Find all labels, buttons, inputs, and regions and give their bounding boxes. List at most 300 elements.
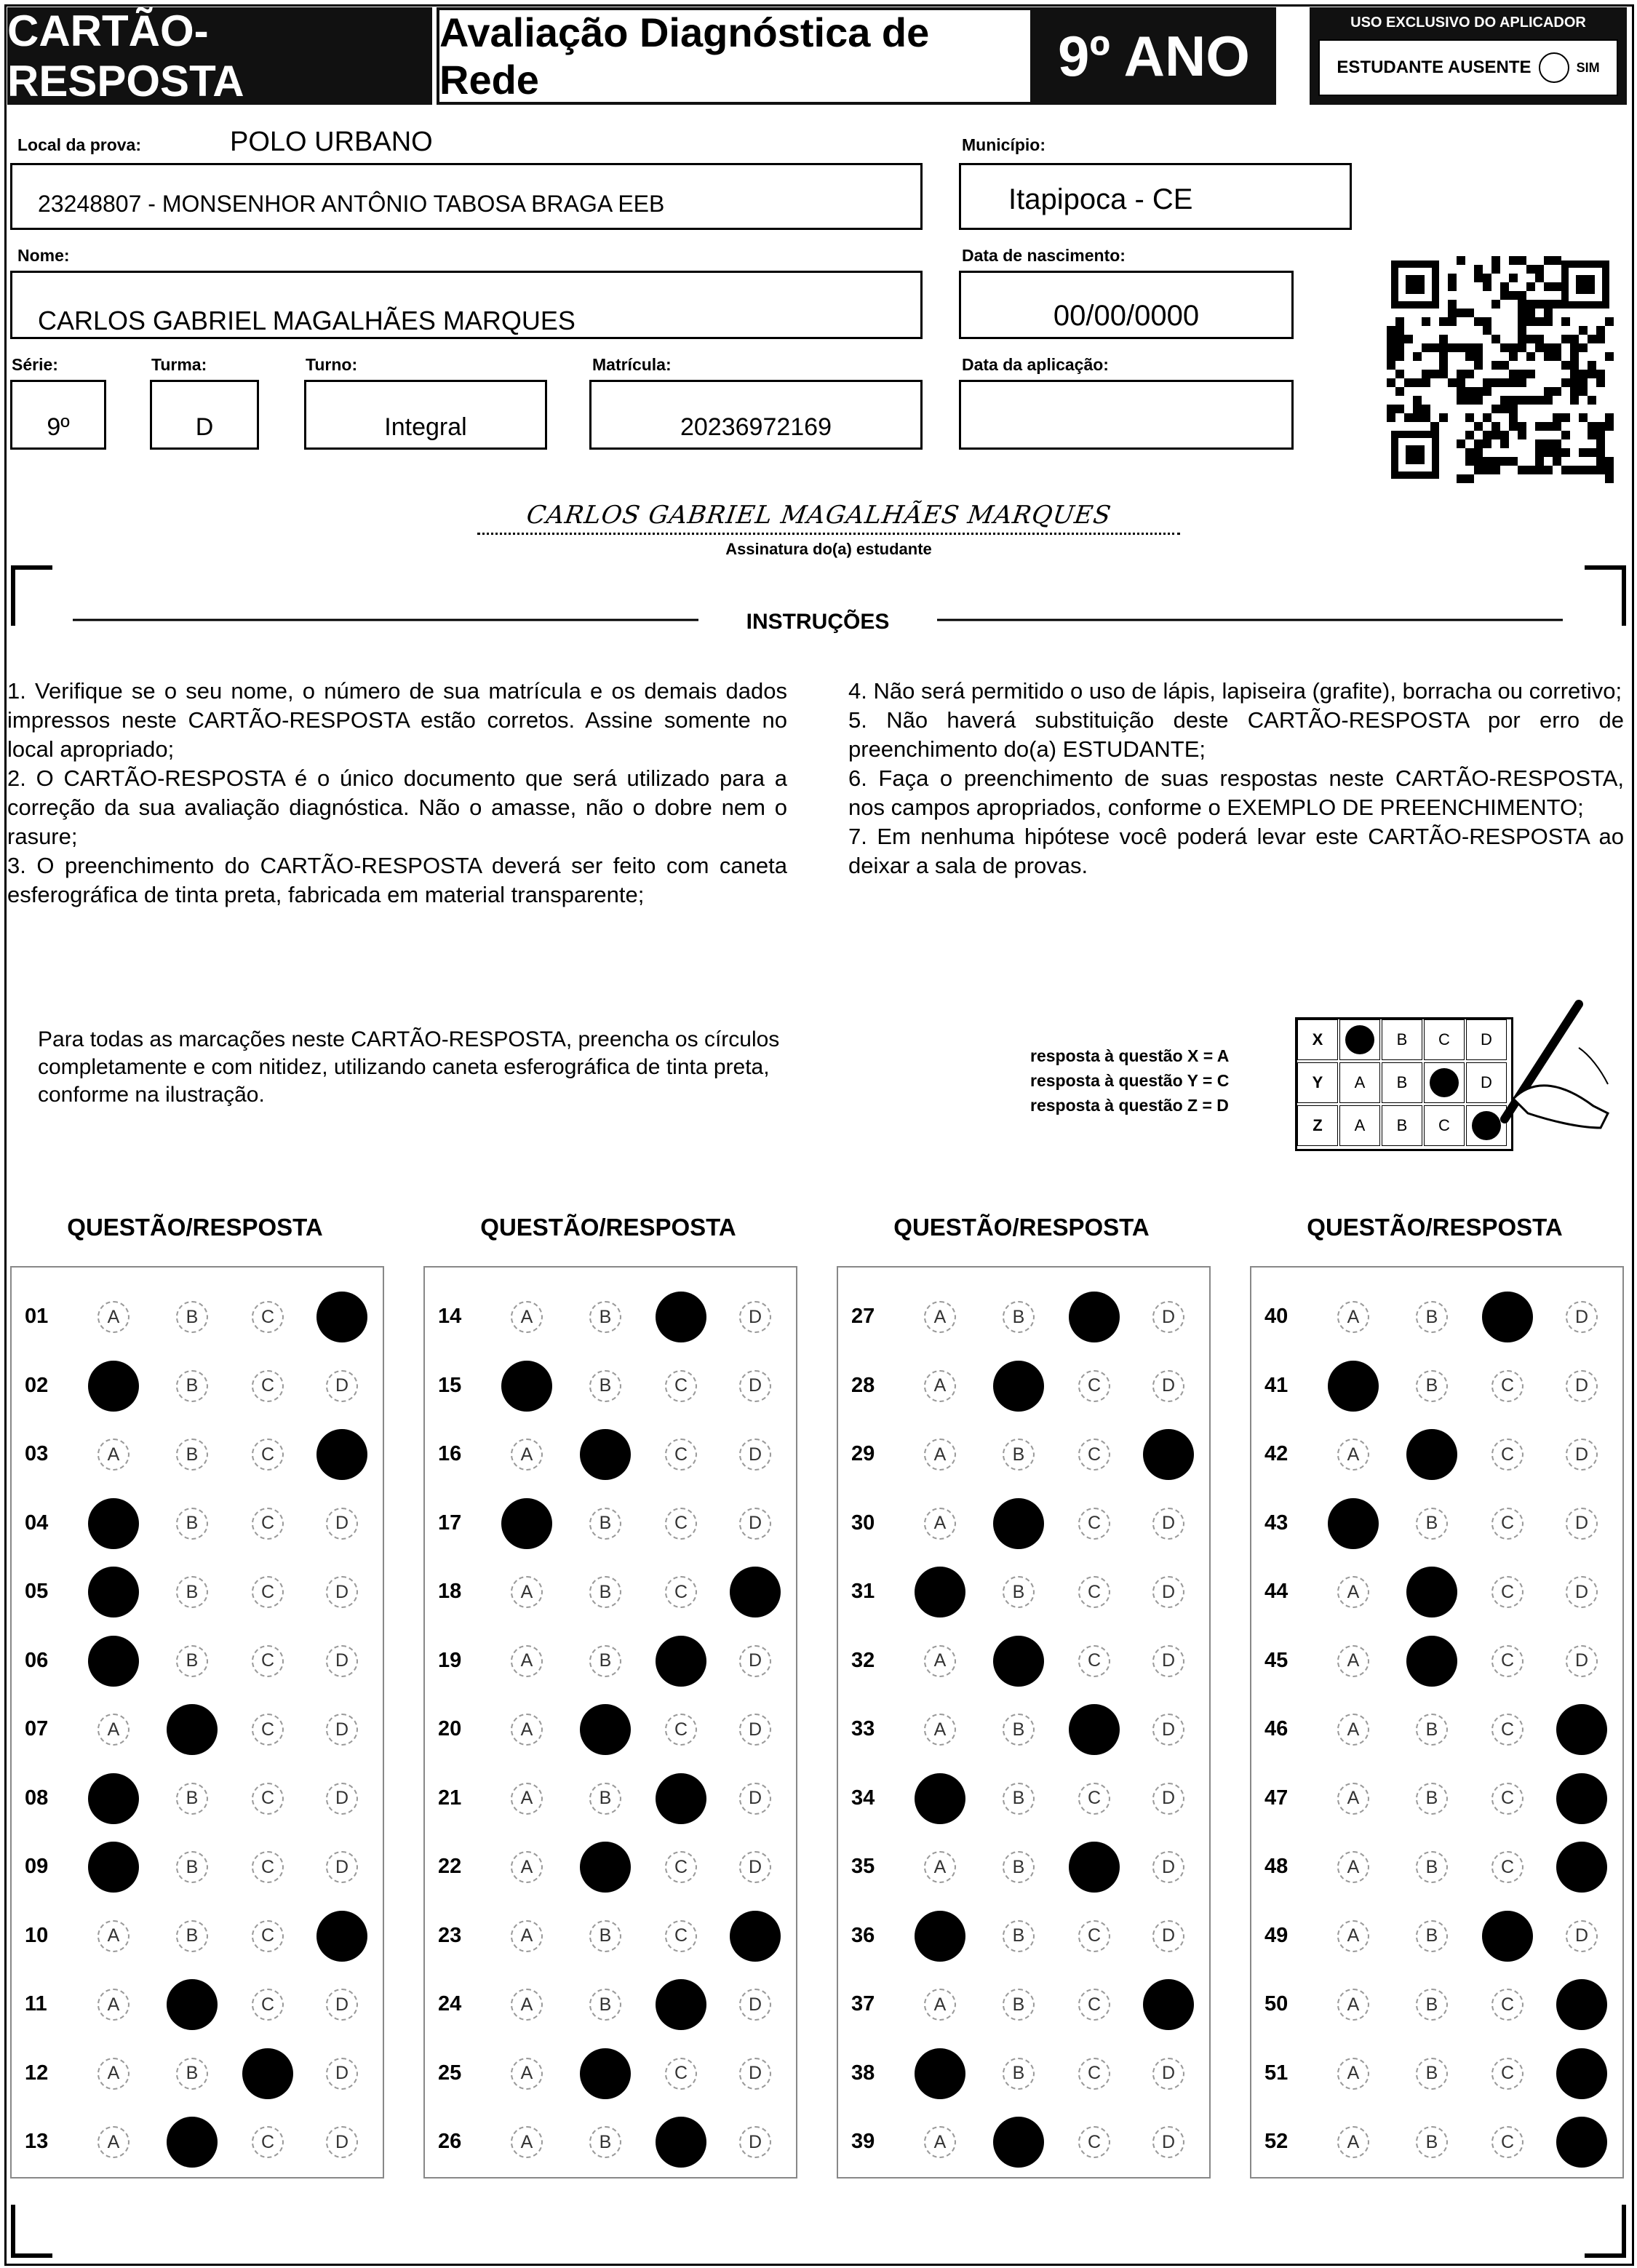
answer-bubble[interactable]: D (1566, 1301, 1598, 1333)
answer-bubble-filled[interactable] (88, 1842, 139, 1893)
question-number: 35 (851, 1855, 875, 1878)
answer-bubble-filled[interactable] (1328, 1498, 1379, 1549)
answer-bubble[interactable]: C (665, 1714, 697, 1746)
answer-bubble[interactable]: C (252, 1989, 284, 2021)
example-option: D (1466, 1019, 1507, 1060)
answer-bubble-filled[interactable] (88, 1498, 139, 1549)
answer-bubble[interactable]: C (1491, 1714, 1524, 1746)
question-number: 08 (25, 1786, 49, 1810)
answer-bubble[interactable]: A (511, 2058, 543, 2090)
answer-bubble[interactable]: C (665, 1370, 697, 1402)
answer-bubble[interactable]: A (924, 1851, 956, 1883)
exam-site-label: Local da prova: (17, 135, 141, 154)
question-number: 14 (438, 1305, 462, 1328)
answer-bubble[interactable]: B (1416, 1301, 1448, 1333)
answer-bubble[interactable]: D (1152, 2126, 1184, 2158)
answer-bubble[interactable]: B (1416, 1851, 1448, 1883)
answer-bubble[interactable]: A (511, 2126, 543, 2158)
pen-hand-icon (1470, 997, 1615, 1142)
question-number: 34 (851, 1786, 875, 1810)
answer-bubble[interactable]: A (924, 1645, 956, 1677)
answer-bubble-filled[interactable] (1556, 1704, 1607, 1755)
question-number: 21 (438, 1786, 462, 1810)
example-option: B (1382, 1062, 1422, 1103)
answer-bubble[interactable]: D (326, 1851, 358, 1883)
question-number: 06 (25, 1648, 49, 1672)
example-legend-z: resposta à questão Z = D (1030, 1096, 1229, 1115)
answer-bubble-filled[interactable] (1556, 2048, 1607, 2099)
example-option (1339, 1019, 1380, 1060)
answer-bubble-filled[interactable] (1069, 1292, 1120, 1342)
answer-bubble-filled[interactable] (915, 1773, 965, 1824)
answer-bubble[interactable]: C (1491, 2058, 1524, 2090)
question-number: 03 (25, 1442, 49, 1465)
answer-bubble[interactable]: C (252, 1714, 284, 1746)
answer-bubble[interactable]: C (1078, 2058, 1110, 2090)
answer-bubble[interactable]: D (1152, 1645, 1184, 1677)
question-number: 01 (25, 1305, 49, 1328)
instruction-1: 1. Verifique se o seu nome, o número de sua matrícula e os demais dados impressos neste CARTÃO-RESPOSTA estão corretos. Assine somente no local apropriado; (7, 678, 787, 762)
answer-bubble[interactable]: B (176, 1439, 208, 1471)
answer-bubble[interactable]: B (1003, 2058, 1035, 2090)
answer-bubble[interactable]: B (176, 1920, 208, 1952)
answer-column-title: QUESTÃO/RESPOSTA (480, 1214, 736, 1241)
answer-bubble[interactable]: C (665, 1439, 697, 1471)
answer-bubble-filled[interactable] (1556, 2117, 1607, 2168)
answer-bubble[interactable]: D (326, 2058, 358, 2090)
absent-label: ESTUDANTE AUSENTE (1337, 57, 1532, 77)
answer-bubble[interactable]: A (97, 1439, 130, 1471)
answer-bubble-filled[interactable] (1556, 1979, 1607, 2030)
answer-bubble[interactable]: A (511, 1714, 543, 1746)
answer-bubble[interactable]: A (511, 1645, 543, 1677)
card-title: CARTÃO-RESPOSTA (7, 7, 432, 105)
instructions-left (7, 677, 787, 910)
answer-bubble-filled[interactable] (730, 1567, 781, 1618)
answer-bubble-filled[interactable] (88, 1361, 139, 1412)
answer-bubble-filled[interactable] (88, 1773, 139, 1824)
answer-bubble-filled[interactable] (993, 2117, 1044, 2168)
answer-bubble[interactable]: B (589, 1508, 621, 1540)
answer-bubble[interactable]: A (1337, 2126, 1369, 2158)
answer-bubble[interactable]: A (924, 1989, 956, 2021)
answer-bubble[interactable]: C (1491, 1989, 1524, 2021)
answer-bubble[interactable]: D (326, 2126, 358, 2158)
question-number: 29 (851, 1442, 875, 1465)
answer-bubble[interactable]: C (1491, 1783, 1524, 1815)
answer-bubble[interactable]: C (252, 2126, 284, 2158)
answer-bubble[interactable]: C (665, 1851, 697, 1883)
answer-bubble[interactable]: A (1337, 1439, 1369, 1471)
question-number: 43 (1264, 1511, 1289, 1535)
answer-bubble[interactable]: D (1566, 1370, 1598, 1402)
answer-bubble-filled[interactable] (1406, 1429, 1457, 1480)
answer-bubble[interactable]: C (1078, 1645, 1110, 1677)
birth-value: 00/00/0000 (1053, 300, 1200, 332)
grade-title: 9º ANO (1032, 7, 1276, 105)
answer-bubble[interactable]: D (1152, 1508, 1184, 1540)
answer-bubble-filled[interactable] (993, 1636, 1044, 1687)
answer-bubble-filled[interactable] (656, 1636, 706, 1687)
answer-bubble-filled[interactable] (88, 1636, 139, 1687)
answer-bubble[interactable]: B (1416, 2126, 1448, 2158)
answer-bubble[interactable]: C (252, 1508, 284, 1540)
answer-bubble[interactable]: D (739, 1989, 771, 2021)
question-number: 24 (438, 1992, 462, 2016)
example-option: A (1339, 1105, 1380, 1146)
example-legend-y: resposta à questão Y = C (1030, 1071, 1230, 1090)
example-legend (1030, 1043, 1229, 1118)
answer-bubble[interactable]: D (326, 1370, 358, 1402)
question-number: 46 (1264, 1717, 1289, 1740)
answer-bubble-filled[interactable] (580, 1704, 631, 1755)
answer-bubble[interactable]: C (1078, 1370, 1110, 1402)
answer-bubble[interactable]: A (97, 1920, 130, 1952)
question-number: 20 (438, 1717, 462, 1740)
example-filled-bubble (1345, 1025, 1374, 1054)
question-number: 15 (438, 1373, 462, 1397)
answer-bubble[interactable]: D (1152, 1370, 1184, 1402)
answer-bubble[interactable]: B (1003, 1439, 1035, 1471)
answer-bubble[interactable]: A (511, 1576, 543, 1608)
answer-bubble-filled[interactable] (915, 2048, 965, 2099)
answer-bubble-filled[interactable] (1556, 1773, 1607, 1824)
answer-bubble[interactable]: A (1337, 1783, 1369, 1815)
answer-bubble[interactable]: B (589, 1920, 621, 1952)
question-number: 22 (438, 1855, 462, 1878)
answer-bubble[interactable]: C (1078, 2126, 1110, 2158)
instruction-5: 5. Não haverá substituição deste CARTÃO-RESPOSTA por erro de preenchimento do(a) ESTUDANTE; (848, 707, 1624, 762)
question-number: 42 (1264, 1442, 1289, 1465)
answer-bubble-filled[interactable] (501, 1361, 552, 1412)
question-number: 07 (25, 1717, 49, 1740)
answer-bubble-filled[interactable] (1482, 1911, 1533, 1962)
answer-bubble[interactable]: C (1078, 1439, 1110, 1471)
turno-label: Turno: (306, 355, 358, 374)
question-number: 39 (851, 2130, 875, 2153)
answer-bubble-filled[interactable] (915, 1567, 965, 1618)
answer-bubble[interactable]: A (1337, 1920, 1369, 1952)
answer-bubble[interactable]: B (1416, 2058, 1448, 2090)
answer-bubble[interactable]: B (176, 1851, 208, 1883)
instruction-7: 7. Em nenhuma hipótese você poderá levar este CARTÃO-RESPOSTA ao deixar a sala de provas. (848, 824, 1624, 878)
marking-note: Para todas as marcações neste CARTÃO-RESPOSTA, preencha os círculos completamente e com nitidez, utilizando caneta esferográfica de tinta preta, conforme na ilustração. (38, 1027, 780, 1107)
instruction-3: 3. O preenchimento do CARTÃO-RESPOSTA deverá ser feito com caneta esferográfica de tinta preta, fabricada em material transparente; (7, 853, 787, 907)
answer-bubble-filled[interactable] (580, 1429, 631, 1480)
absent-bubble[interactable] (1539, 52, 1569, 83)
answer-bubble[interactable]: C (665, 1576, 697, 1608)
answer-bubble[interactable]: A (511, 1439, 543, 1471)
answer-bubble-filled[interactable] (656, 2117, 706, 2168)
answer-bubble[interactable]: D (739, 2058, 771, 2090)
answer-bubble[interactable]: B (589, 1301, 621, 1333)
answer-bubble[interactable]: A (924, 1301, 956, 1333)
absent-box (1318, 39, 1618, 96)
question-number: 05 (25, 1580, 49, 1603)
answer-bubble[interactable]: B (1416, 1508, 1448, 1540)
answer-bubble[interactable]: D (326, 1783, 358, 1815)
answer-bubble[interactable]: D (1566, 1645, 1598, 1677)
answer-bubble-filled[interactable] (1406, 1636, 1457, 1687)
instruction-2: 2. O CARTÃO-RESPOSTA é o único documento que será utilizado para a correção da sua avaliação diagnóstica. Não o amasse, não o dobre nem o rasure; (7, 765, 787, 849)
answer-bubble[interactable]: A (924, 1439, 956, 1471)
answer-bubble-filled[interactable] (656, 1979, 706, 2030)
answer-bubble[interactable]: B (176, 1508, 208, 1540)
answer-bubble[interactable]: D (739, 2126, 771, 2158)
answer-bubble-filled[interactable] (242, 2048, 293, 2099)
question-number: 52 (1264, 2130, 1289, 2153)
answer-bubble-filled[interactable] (316, 1292, 367, 1342)
answer-bubble[interactable]: A (1337, 2058, 1369, 2090)
answer-bubble[interactable]: C (1491, 1645, 1524, 1677)
answer-bubble-filled[interactable] (730, 1911, 781, 1962)
answer-bubble[interactable]: B (1003, 1301, 1035, 1333)
answer-bubble[interactable]: B (589, 1645, 621, 1677)
answer-bubble[interactable]: A (97, 1989, 130, 2021)
answer-bubble[interactable]: B (589, 1783, 621, 1815)
answer-bubble[interactable]: C (252, 1920, 284, 1952)
school-value: 23248807 - MONSENHOR ANTÔNIO TABOSA BRAGA EEB (38, 191, 665, 217)
birth-label: Data de nascimento: (962, 246, 1126, 265)
answer-bubble[interactable]: D (1152, 1851, 1184, 1883)
answer-bubble[interactable]: B (176, 1576, 208, 1608)
answer-bubble-filled[interactable] (915, 1911, 965, 1962)
answer-bubble[interactable]: C (1078, 1783, 1110, 1815)
answer-bubble-filled[interactable] (1406, 1567, 1457, 1618)
answer-bubble-filled[interactable] (1143, 1979, 1194, 2030)
answer-bubble-filled[interactable] (1143, 1429, 1194, 1480)
example-option: B (1382, 1105, 1422, 1146)
answer-bubble[interactable]: B (1416, 1370, 1448, 1402)
answer-bubble[interactable]: A (924, 1714, 956, 1746)
answer-bubble[interactable]: B (1003, 1920, 1035, 1952)
answer-bubble[interactable]: C (252, 1370, 284, 1402)
answer-bubble[interactable]: A (511, 1851, 543, 1883)
answer-bubble[interactable]: C (1491, 1439, 1524, 1471)
example-option: C (1424, 1019, 1465, 1060)
serie-value: 9º (47, 413, 70, 441)
example-row-label: Y (1297, 1062, 1338, 1103)
answer-bubble[interactable]: D (1152, 1783, 1184, 1815)
answer-bubble[interactable]: A (924, 1508, 956, 1540)
answer-bubble[interactable]: B (176, 2058, 208, 2090)
question-number: 38 (851, 2061, 875, 2085)
answer-bubble-filled[interactable] (656, 1773, 706, 1824)
question-number: 23 (438, 1923, 462, 1947)
answer-bubble-filled[interactable] (501, 1498, 552, 1549)
matricula-label: Matrícula: (592, 355, 672, 374)
answer-bubble-filled[interactable] (1069, 1842, 1120, 1893)
answer-bubble[interactable]: B (589, 1576, 621, 1608)
answer-bubble[interactable]: C (252, 1851, 284, 1883)
answer-bubble[interactable]: A (511, 1989, 543, 2021)
answer-bubble[interactable]: C (665, 1920, 697, 1952)
answer-bubble[interactable]: C (252, 1783, 284, 1815)
bottom-brackets (0, 2197, 1637, 2263)
answer-bubble[interactable]: D (326, 1645, 358, 1677)
turno-value: Integral (384, 413, 467, 441)
answer-bubble[interactable]: B (589, 2126, 621, 2158)
answer-bubble[interactable]: C (252, 1301, 284, 1333)
answer-bubble[interactable]: A (1337, 1645, 1369, 1677)
question-number: 26 (438, 2130, 462, 2153)
answer-bubble[interactable]: D (1152, 1920, 1184, 1952)
applicator-label: USO EXCLUSIVO DO APLICADOR (1350, 15, 1586, 31)
answer-bubble[interactable]: D (739, 1301, 771, 1333)
instruction-6: 6. Faça o preenchimento de suas respostas neste CARTÃO-RESPOSTA, nos campos apropriados, conforme o EXEMPLO DE PREENCHIMENTO; (848, 765, 1624, 820)
name-label: Nome: (17, 246, 70, 265)
answer-bubble[interactable]: D (739, 1645, 771, 1677)
answer-bubble[interactable]: C (1078, 1989, 1110, 2021)
answer-bubble[interactable]: A (1337, 1301, 1369, 1333)
answer-bubble[interactable]: C (1078, 1920, 1110, 1952)
answer-bubble-filled[interactable] (1069, 1704, 1120, 1755)
application-date-label: Data da aplicação: (962, 355, 1109, 374)
answer-bubble[interactable]: A (97, 2058, 130, 2090)
answer-bubble-filled[interactable] (580, 1842, 631, 1893)
answer-bubble[interactable]: C (1491, 1370, 1524, 1402)
answer-bubble-filled[interactable] (316, 1911, 367, 1962)
answer-bubble[interactable]: C (1491, 1508, 1524, 1540)
question-number: 51 (1264, 2061, 1289, 2085)
question-number: 41 (1264, 1373, 1289, 1397)
answer-bubble[interactable]: B (1003, 1989, 1035, 2021)
question-number: 13 (25, 2130, 49, 2153)
answer-bubble[interactable]: A (97, 1714, 130, 1746)
answer-bubble[interactable]: D (739, 1783, 771, 1815)
answer-bubble-filled[interactable] (167, 1704, 218, 1755)
answer-bubble[interactable]: A (97, 2126, 130, 2158)
answer-bubble[interactable]: D (326, 1989, 358, 2021)
example-option: A (1339, 1062, 1380, 1103)
answer-bubble[interactable]: B (589, 1370, 621, 1402)
answer-bubble[interactable]: A (1337, 1989, 1369, 2021)
question-number: 40 (1264, 1305, 1289, 1328)
answer-bubble[interactable]: D (1152, 1714, 1184, 1746)
answer-bubble[interactable]: D (1152, 1301, 1184, 1333)
answer-bubble-filled[interactable] (656, 1292, 706, 1342)
answer-bubble[interactable]: C (665, 1508, 697, 1540)
answer-bubble[interactable]: D (739, 1508, 771, 1540)
answer-bubble-filled[interactable] (993, 1361, 1044, 1412)
answer-bubble[interactable]: C (665, 2058, 697, 2090)
answer-bubble[interactable]: D (326, 1714, 358, 1746)
answer-bubble[interactable]: D (326, 1576, 358, 1608)
answer-bubble[interactable]: C (1491, 1851, 1524, 1883)
question-number: 36 (851, 1923, 875, 1947)
answer-bubble[interactable]: D (739, 1851, 771, 1883)
answer-bubble[interactable]: B (1003, 1783, 1035, 1815)
answer-bubble[interactable]: B (1416, 1714, 1448, 1746)
matricula-value: 20236972169 (680, 413, 832, 441)
answer-bubble[interactable]: D (1566, 1576, 1598, 1608)
answer-bubble[interactable]: B (589, 1989, 621, 2021)
question-number: 50 (1264, 1992, 1289, 2016)
exam-site-value: POLO URBANO (230, 127, 433, 157)
answer-column-title: QUESTÃO/RESPOSTA (67, 1214, 323, 1241)
answer-bubble[interactable]: D (1152, 1576, 1184, 1608)
answer-bubble[interactable]: B (1003, 1714, 1035, 1746)
question-number: 47 (1264, 1786, 1289, 1810)
example-legend-x: resposta à questão X = A (1030, 1046, 1230, 1065)
turma-label: Turma: (151, 355, 207, 374)
answer-bubble[interactable]: A (97, 1301, 130, 1333)
municipality-value: Itapipoca - CE (1008, 183, 1193, 215)
answer-bubble[interactable]: D (739, 1714, 771, 1746)
turma-value: D (195, 413, 214, 441)
example-row-label: Z (1297, 1105, 1338, 1146)
answer-bubble[interactable]: D (1566, 1439, 1598, 1471)
answer-bubble[interactable]: D (1152, 2058, 1184, 2090)
answer-bubble[interactable]: B (1416, 1920, 1448, 1952)
answer-bubble[interactable]: C (1078, 1576, 1110, 1608)
answer-bubble[interactable]: D (326, 1508, 358, 1540)
qr-code (1387, 256, 1614, 483)
answer-bubble[interactable]: A (511, 1783, 543, 1815)
answer-bubble[interactable]: B (1416, 1783, 1448, 1815)
question-number: 31 (851, 1580, 875, 1603)
answer-bubble[interactable]: B (176, 1645, 208, 1677)
answer-bubble[interactable]: D (739, 1439, 771, 1471)
answer-bubble[interactable]: B (1416, 1989, 1448, 2021)
example-option: C (1424, 1105, 1465, 1146)
answer-bubble[interactable]: A (511, 1301, 543, 1333)
answer-bubble[interactable]: C (1078, 1508, 1110, 1540)
answer-bubble[interactable]: D (1566, 1920, 1598, 1952)
question-number: 10 (25, 1923, 49, 1947)
signature: CARLOS GABRIEL MAGALHÃES MARQUES (525, 501, 1113, 530)
answer-bubble-filled[interactable] (316, 1429, 367, 1480)
application-date-box[interactable] (959, 380, 1294, 450)
answer-bubble[interactable]: C (252, 1439, 284, 1471)
question-number: 18 (438, 1580, 462, 1603)
answer-column-title: QUESTÃO/RESPOSTA (1307, 1214, 1563, 1241)
signature-caption: Assinatura do(a) estudante (725, 540, 932, 558)
answer-bubble-filled[interactable] (167, 2117, 218, 2168)
answer-bubble[interactable]: C (252, 1576, 284, 1608)
answer-bubble-filled[interactable] (1556, 1842, 1607, 1893)
question-number: 32 (851, 1648, 875, 1672)
question-number: 30 (851, 1511, 875, 1535)
answer-bubble-filled[interactable] (1482, 1292, 1533, 1342)
answer-bubble-filled[interactable] (88, 1567, 139, 1618)
answer-bubble[interactable]: B (1003, 1851, 1035, 1883)
answer-bubble[interactable]: A (1337, 1714, 1369, 1746)
answer-bubble-filled[interactable] (1328, 1361, 1379, 1412)
answer-bubble[interactable]: B (176, 1301, 208, 1333)
question-number: 33 (851, 1717, 875, 1740)
question-number: 04 (25, 1511, 49, 1535)
answer-bubble[interactable]: D (739, 1370, 771, 1402)
answer-bubble[interactable]: B (1003, 1576, 1035, 1608)
answer-bubble[interactable]: D (1566, 1508, 1598, 1540)
answer-bubble-filled[interactable] (993, 1498, 1044, 1549)
answer-bubble[interactable]: A (924, 2126, 956, 2158)
answer-bubble[interactable]: A (924, 1370, 956, 1402)
answer-bubble[interactable]: A (1337, 1576, 1369, 1608)
answer-bubble-filled[interactable] (580, 2048, 631, 2099)
answer-bubble[interactable]: A (511, 1920, 543, 1952)
question-number: 16 (438, 1442, 462, 1465)
answer-bubble[interactable]: C (252, 1645, 284, 1677)
answer-bubble[interactable]: A (1337, 1851, 1369, 1883)
answer-bubble[interactable]: C (1491, 1576, 1524, 1608)
answer-bubble-filled[interactable] (167, 1979, 218, 2030)
answer-bubble[interactable]: C (1491, 2126, 1524, 2158)
municipality-label: Município: (962, 135, 1045, 154)
answer-bubble[interactable]: B (176, 1370, 208, 1402)
answer-bubble[interactable]: B (176, 1783, 208, 1815)
